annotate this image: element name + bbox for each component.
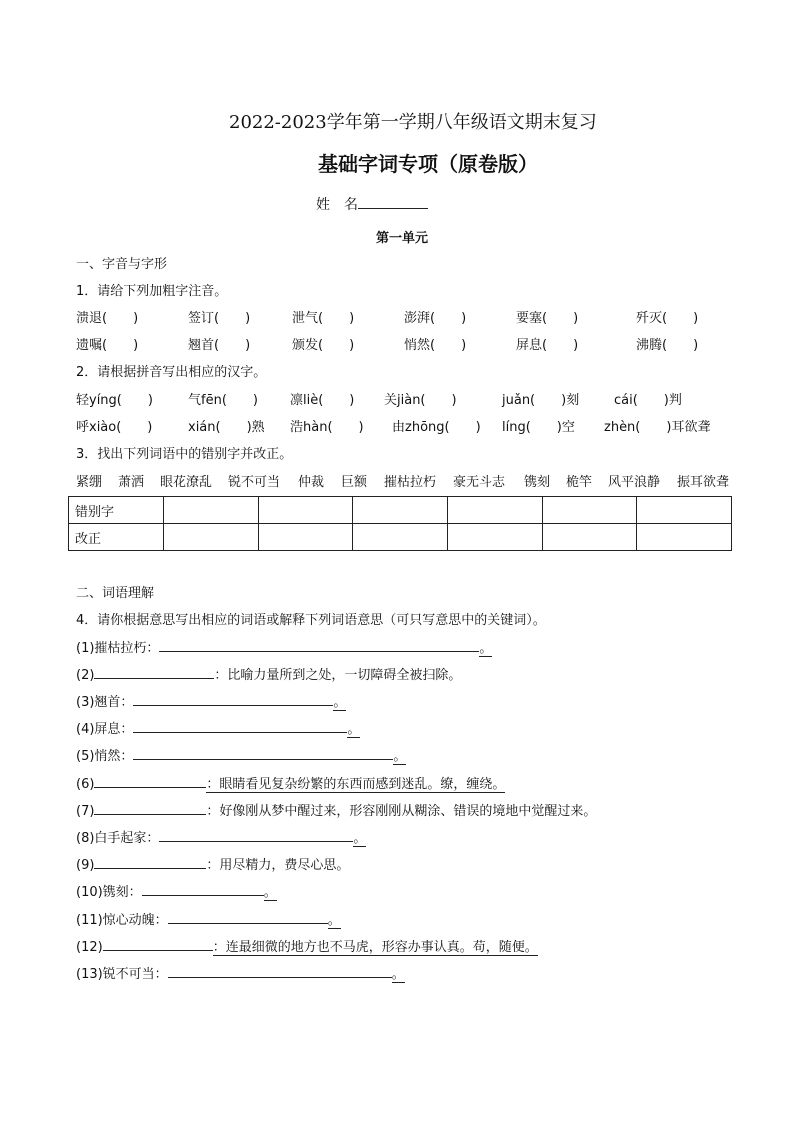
q2-item: cái( )判 — [614, 393, 682, 408]
definition-item — [76, 936, 538, 955]
unit-title: 第一单元 — [376, 231, 429, 246]
answer-cell[interactable] — [258, 497, 353, 524]
q3-word: 萧洒 — [118, 475, 145, 490]
q2-item: zhèn( )耳欲聋 — [604, 420, 711, 435]
page-subtitle: 基础字词专项（原卷版） — [318, 152, 538, 176]
item-suffix: ：好像刚从梦中醒过来，形容刚刚从糊涂、错误的境地中觉醒过来。 — [206, 804, 597, 819]
definition-item — [76, 773, 505, 792]
correction-table — [68, 496, 732, 551]
item-suffix: 。 — [347, 722, 361, 737]
definition-item — [76, 827, 366, 846]
item-prefix: (7) — [76, 804, 95, 819]
q3-word: 风平浪静 — [608, 475, 661, 490]
q1-word: 歼灭( ) — [636, 311, 699, 326]
q2-prompt: 2．请根据拼音写出相应的汉字。 — [76, 365, 267, 380]
q3-prompt: 3．找出下列词语中的错别字并改正。 — [76, 447, 293, 462]
q2-item: 呼xiào( ) — [76, 420, 153, 435]
answer-blank[interactable] — [168, 965, 392, 978]
answer-cell[interactable] — [637, 497, 732, 524]
q2-item: xián( )熟 — [188, 420, 265, 435]
item-prefix: (10)镌刻： — [76, 885, 142, 900]
item-prefix: (5)悄然： — [76, 749, 134, 764]
item-prefix: (6) — [76, 777, 95, 792]
answer-cell[interactable] — [258, 524, 353, 551]
answer-blank[interactable] — [94, 775, 206, 788]
answer-blank[interactable] — [94, 802, 206, 815]
definition-item — [76, 664, 461, 683]
item-suffix: ：连最细微的地方也不马虎，形容办事认真。苟，随便。 — [212, 940, 538, 955]
item-prefix: (11)惊心动魄： — [76, 913, 168, 928]
q3-word: 紧绷 — [76, 475, 103, 490]
q1-word: 澎湃( ) — [404, 311, 467, 326]
item-suffix: 。 — [327, 913, 341, 928]
table-row — [69, 524, 732, 551]
item-prefix: (1)摧枯拉朽： — [76, 641, 160, 656]
definition-item — [76, 637, 492, 656]
section1-title: 一、字音与字形 — [76, 257, 168, 272]
answer-blank[interactable] — [133, 747, 393, 760]
answer-cell[interactable] — [164, 497, 259, 524]
definition-item — [76, 718, 360, 737]
answer-blank[interactable] — [142, 883, 264, 896]
q2-item: 凛liè( ) — [290, 393, 355, 408]
item-prefix: (13)锐不可当： — [76, 967, 168, 982]
item-suffix: ：眼睛看见复杂纷繁的东西而感到迷乱。缭，缠绕。 — [206, 777, 506, 792]
item-prefix: (2) — [76, 668, 95, 683]
q3-word: 眼花潦乱 — [160, 475, 213, 490]
q3-word: 豪无斗志 — [453, 475, 506, 490]
table-row — [69, 497, 732, 524]
answer-blank[interactable] — [133, 693, 333, 706]
definition-item — [76, 800, 596, 819]
answer-cell[interactable] — [447, 497, 542, 524]
q1-word: 颁发( ) — [292, 338, 355, 353]
item-suffix: 。 — [393, 749, 407, 764]
name-blank[interactable] — [358, 196, 428, 209]
q3-word: 镌刻 — [524, 475, 551, 490]
table-row-header: 改正 — [69, 524, 164, 551]
q1-word: 遗嘱( ) — [76, 338, 139, 353]
q2-item: líng( )空 — [502, 420, 575, 435]
q2-item: 轻yíng( ) — [76, 393, 153, 408]
q1-word: 沸腾( ) — [636, 338, 699, 353]
answer-cell[interactable] — [637, 524, 732, 551]
q2-item: 由zhōng( ) — [392, 420, 481, 435]
answer-blank[interactable] — [103, 938, 213, 951]
q1-word: 泄气( ) — [292, 311, 355, 326]
definition-item — [76, 691, 346, 710]
name-field — [316, 194, 428, 214]
item-suffix: ：比喻力量所到之处，一切障碍全被扫除。 — [214, 668, 462, 683]
q3-word: 摧枯拉朽 — [384, 475, 437, 490]
q3-word: 锐不可当 — [228, 475, 281, 490]
q1-prompt: 1．请给下列加粗字注音。 — [76, 284, 228, 299]
item-prefix: (8)白手起家： — [76, 831, 160, 846]
answer-cell[interactable] — [542, 524, 637, 551]
item-suffix: 。 — [479, 641, 493, 656]
q1-word: 屏息( ) — [516, 338, 579, 353]
name-label: 姓 名 — [316, 197, 358, 213]
item-suffix: 。 — [263, 885, 277, 900]
page-title: 2022-2023学年第一学期八年级语文期末复习 — [229, 112, 597, 133]
q2-item: 气fēn( ) — [188, 393, 258, 408]
answer-blank[interactable] — [159, 829, 353, 842]
answer-blank[interactable] — [133, 720, 347, 733]
answer-blank[interactable] — [94, 666, 214, 679]
q2-item: juǎn( )刻 — [502, 393, 580, 408]
answer-cell[interactable] — [353, 497, 448, 524]
answer-blank[interactable] — [168, 911, 328, 924]
q1-word: 溃退( ) — [76, 311, 139, 326]
definition-item — [76, 963, 405, 982]
q1-word: 要塞( ) — [516, 311, 579, 326]
q3-word: 桅竿 — [566, 475, 593, 490]
definition-item — [76, 745, 406, 764]
definition-item — [76, 909, 341, 928]
item-suffix: ：用尽精力，费尽心思。 — [206, 858, 350, 873]
q1-word: 悄然( ) — [404, 338, 467, 353]
table-row-header: 错别字 — [69, 497, 164, 524]
q2-item: 关jiàn( ) — [384, 393, 457, 408]
q4-prompt: 4．请你根据意思写出相应的词语或解释下列词语意思（可只写意思中的关键词）。 — [76, 613, 546, 628]
definition-item — [76, 881, 277, 900]
q3-word: 振耳欲聋 — [677, 475, 730, 490]
item-suffix: 。 — [333, 695, 347, 710]
answer-cell[interactable] — [542, 497, 637, 524]
item-prefix: (3)翘首： — [76, 695, 134, 710]
answer-blank[interactable] — [159, 639, 479, 652]
answer-cell[interactable] — [164, 524, 259, 551]
item-suffix: 。 — [353, 831, 367, 846]
q1-word: 签订( ) — [188, 311, 251, 326]
item-prefix: (4)屏息： — [76, 722, 134, 737]
item-prefix: (12) — [76, 940, 103, 955]
answer-cell[interactable] — [447, 524, 542, 551]
answer-blank[interactable] — [94, 856, 206, 869]
definition-item — [76, 854, 349, 873]
item-prefix: (9) — [76, 858, 95, 873]
section2-title: 二、词语理解 — [76, 586, 155, 601]
q3-word: 巨额 — [341, 475, 368, 490]
q2-item: 浩hàn( ) — [290, 420, 364, 435]
item-suffix: 。 — [391, 967, 405, 982]
q3-word: 仲裁 — [298, 475, 325, 490]
answer-cell[interactable] — [353, 524, 448, 551]
q1-word: 翘首( ) — [188, 338, 251, 353]
